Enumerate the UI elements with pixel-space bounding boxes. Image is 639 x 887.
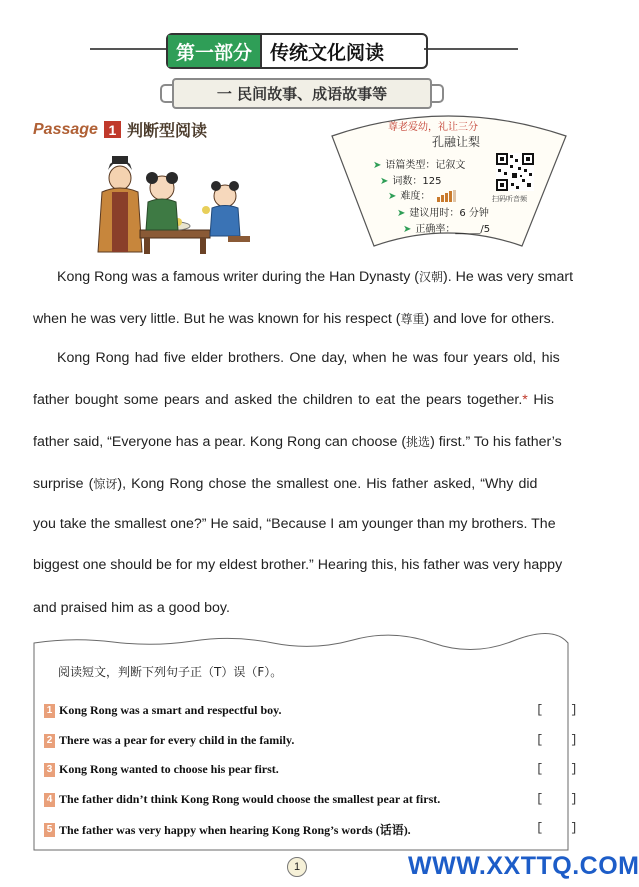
part-label: 第一部分 [168, 35, 262, 67]
subsection-banner [172, 78, 432, 109]
answer-bracket-3[interactable]: [ ] [536, 762, 588, 776]
text-line-4: father bought some pears and asked the children to eat the pears together.* His [33, 392, 554, 408]
passage-word: Passage [33, 120, 98, 138]
chevron-right-icon: ➤ [397, 208, 406, 219]
card-time: ➤ 建议用时：6 分钟 [397, 208, 489, 219]
header-rule-right [424, 48, 518, 50]
subsection-title: 一 民间故事、成语故事等 [216, 85, 388, 103]
answer-bracket-5[interactable]: [ ] [536, 821, 588, 835]
text-line-6: surprise (惊讶), Kong Rong chose the smallest one. His father asked, “Why did [33, 476, 538, 492]
answer-bracket-1[interactable]: [ ] [536, 703, 588, 717]
section-header [166, 33, 428, 69]
text-line-8: biggest one should be for my eldest brother.” Hearing this, his father was very happy [33, 557, 563, 573]
question-5: 5 The father was very happy when hearing Kong Rong’s words (话语). [44, 821, 411, 838]
exercise-instruction: 阅读短文，判断下列句子正（T）误（F）。 [58, 665, 283, 679]
header-rule-left [90, 48, 166, 50]
answer-bracket-2[interactable]: [ ] [536, 733, 588, 747]
passage-type: 判断型阅读 [126, 121, 207, 140]
card-title: 孔融让梨 [432, 135, 481, 149]
passage-number: 1 [104, 121, 121, 138]
answer-bracket-4[interactable]: [ ] [536, 792, 588, 806]
difficulty-bars [437, 190, 457, 202]
qr-caption: 扫码听音频 [492, 195, 527, 203]
card-difficulty: ➤ 难度： [388, 187, 457, 202]
chevron-right-icon: ➤ [403, 224, 412, 235]
question-2: 2 There was a pear for every child in the family. [44, 733, 294, 748]
question-4: 4 The father didn’t think Kong Rong would choose the smallest pear at first. [44, 792, 440, 807]
qr-code-icon[interactable] [496, 153, 534, 191]
chevron-right-icon: ➤ [388, 191, 397, 202]
question-3: 3 Kong Rong wanted to choose his pear first. [44, 762, 279, 777]
chevron-right-icon: ➤ [380, 176, 389, 187]
card-motto: 尊老爱幼，礼让三分 [388, 122, 478, 133]
card-accuracy: ➤ 正确率：_____/5 [403, 224, 491, 235]
story-illustration [90, 140, 255, 256]
text-line-1: Kong Rong was a famous writer during the Han Dynasty (汉朝). He was very smart [57, 269, 574, 285]
card-word-count: ➤ 词数：125 [380, 176, 442, 187]
card-genre: ➤ 语篇类型：记叙文 [373, 160, 466, 171]
text-line-3: Kong Rong had five elder brothers. One day, when he was four years old, his [57, 350, 560, 366]
section-title: 传统文化阅读 [262, 35, 392, 67]
text-line-7: you take the smallest one?” He said, “Because I am younger than my brothers. The [33, 516, 556, 532]
text-line-5: father said, “Everyone has a pear. Kong Rong can choose (挑选) first.” To his father’s [33, 434, 562, 450]
watermark: WWW.XXTTQ.COM [408, 852, 639, 880]
passage-label [33, 118, 207, 141]
text-line-2: when he was very little. But he was known for his respect (尊重) and love for others. [33, 311, 555, 327]
chevron-right-icon: ➤ [373, 160, 382, 171]
page-number: 1 [287, 857, 307, 877]
text-line-9: and praised him as a good boy. [33, 600, 230, 616]
question-1: 1 Kong Rong was a smart and respectful boy. [44, 703, 281, 718]
